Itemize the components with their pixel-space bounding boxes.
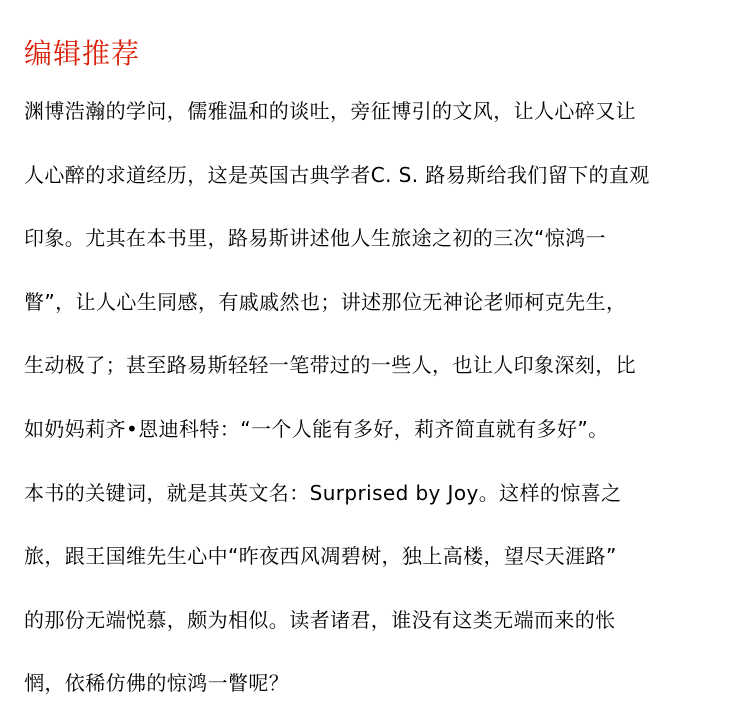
paragraph-line: 生动极了；甚至路易斯轻轻一笔带过的一些人，也让人印象深刻，比 <box>24 353 636 378</box>
paragraph-line: 瞥”，让人心生同感，有戚戚然也；讲述那位无神论老师柯克先生， <box>24 289 627 314</box>
paragraph-line: 旅，跟王国维先生心中“昨夜西风凋碧树，独上高楼，望尽天涯路” <box>24 544 617 569</box>
paragraph-line: 本书的关键词，就是其英文名：Surprised by Joy。这样的惊喜之 <box>24 480 622 505</box>
paragraph-line: 如奶妈莉齐•恩迪科特：“一个人能有多好，莉齐简直就有多好”。 <box>24 416 609 441</box>
paragraph-line: 渊博浩瀚的学问，儒雅温和的谈吐，旁征博引的文风，让人心碎又让 <box>24 99 636 123</box>
section-title: 编辑推荐 <box>24 37 141 70</box>
editor-recommendation-section <box>24 34 714 716</box>
paragraph-line: 的那份无端悦慕，颇为相似。读者诸君，谁没有这类无端而来的怅 <box>24 607 616 632</box>
recommendation-paragraph <box>24 80 714 716</box>
paragraph-line: 印象。尤其在本书里，路易斯讲述他人生旅途之初的三次“惊鸿一 <box>24 226 606 251</box>
paragraph-line: 惘，依稀仿佛的惊鸿一瞥呢？ <box>24 671 290 696</box>
paragraph-line: 人心醉的求道经历，这是英国古典学者C. S. 路易斯给我们留下的直观 <box>24 162 650 187</box>
